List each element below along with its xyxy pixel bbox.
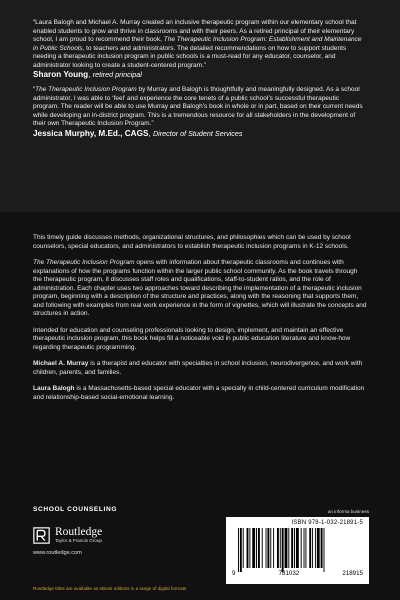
endorsement-attribution-2: Jessica Murphy, M.Ed., CAGS, Director of Student Services — [33, 128, 243, 138]
barcode-bar — [258, 528, 260, 568]
barcode-bar — [304, 528, 305, 568]
barcode-digits — [232, 570, 363, 577]
barcode-bar — [266, 528, 267, 568]
publisher-name: Routledge — [55, 526, 103, 538]
endorsement-attribution-1: Sharon Young, retired principal — [33, 70, 142, 79]
barcode-bar — [277, 528, 279, 568]
barcode-bar — [294, 528, 295, 568]
barcode-digit-lead: 9 — [232, 570, 236, 577]
endorsements-panel — [0, 0, 400, 212]
publisher-block — [33, 527, 183, 556]
barcode-bar — [321, 528, 323, 568]
barcode-bar — [282, 528, 284, 572]
isbn-barcode — [226, 517, 369, 584]
publisher-group: Taylor & Francis Group — [55, 538, 102, 543]
routledge-logo-icon — [33, 527, 50, 544]
barcode-bar — [296, 528, 299, 568]
barcode-bar — [305, 528, 306, 568]
barcode-bar — [243, 528, 244, 568]
barcode-bar — [324, 528, 325, 572]
subject-category: SCHOOL COUNSELING — [33, 506, 118, 513]
barcode-bar — [291, 528, 293, 568]
ebook-footer-note: Routledge titles are available as eBook editions in a range of digital formats — [33, 586, 187, 591]
barcode-digits-left: 781032 — [278, 570, 300, 577]
barcode-bar — [312, 528, 313, 568]
barcode-bar — [317, 528, 320, 568]
barcode-bar — [280, 528, 281, 568]
author-bio-2: Laura Balogh is a Massachusetts-based special educator with a specialty in child-centered curriculum modification and relationship-based social-emotional learning. — [33, 385, 365, 401]
publisher-url[interactable]: www.routledge.com — [33, 550, 82, 556]
barcode-digits-right: 218915 — [342, 570, 363, 577]
barcode-area — [226, 509, 369, 584]
endorsement-quote-2: “The Therapeutic Inclusion Program by Murray and Balogh is thoughtfully and meaningfully designed. As a school administrator, I was able to ‘feel’ and experience the core tenets of a public school’s successful therapeutic program. The reader will be able to use Murray and Balogh’s book in whole or in part, based on their current needs while developing an in-district program. This is a tremendous resource for all stakeholders in the development of their own Therapeutic Inclusion Program.” — [33, 86, 363, 127]
isbn-label: ISBN 978-1-032-21891-5 — [291, 520, 363, 526]
barcode-bar — [270, 528, 271, 568]
barcode-bar — [238, 528, 239, 572]
barcode-bar — [309, 528, 311, 568]
author-bio-1: Michael A. Murray is a therapist and educator with specialties in school inclusion, neurodivergence, and work with children, parents, and families. — [33, 360, 363, 376]
barcode-bar — [273, 528, 274, 568]
barcode-bar — [262, 528, 263, 568]
endorsement-quote-1: “Laura Balogh and Michael A. Murray created an inclusive therapeutic program within our elementary school that enabled students to grow and thrive in classrooms and with their peers. As a retired principal of their elementary school, I am proud to recommend their book, The Therapeutic Inclusion Program: Establishment and Maintenance in Public Schools, to teachers and administrators. The detailed recommendations on how to support students needing a therapeutic inclusion program in public schools is a must-read for any educator, counselor, and administrator looking to create a student-centered program.” — [33, 19, 362, 69]
barcode-bar — [247, 528, 249, 568]
barcode-bar — [240, 528, 242, 572]
informa-tagline: an informa business — [327, 509, 369, 514]
description-paragraph-2: The Therapeutic Inclusion Program opens with information about therapeutic classrooms and continues with explanations of how the programs function within the larger public school community. As the book travels through the therapeutic program, it discusses staff roles and qualifications, staff-to-student ratios, and the role of administration. Each chapter uses two approaches toward describing the implementation of a therapeutic inclusion program, beginning with a description of the structure and practices, along with the reasoning that supports them, and following with examples from real work experience in the form of vignettes, which will illustrate the concepts and structures in action. — [33, 259, 367, 317]
book-description — [33, 234, 367, 410]
publisher-logo — [33, 527, 183, 544]
description-paragraph-1: This timely guide discusses methods, organizational structures, and philosophies which can be used by school counselors, special educators, and administrators to establish therapeutic inclusion programs in K-12 schools. — [33, 234, 351, 250]
barcode-bar — [301, 528, 302, 568]
barcode-bar — [288, 528, 289, 568]
barcode-bar — [315, 528, 316, 568]
barcode-icon — [232, 528, 363, 572]
barcode-bar — [285, 528, 288, 568]
endorsements — [33, 19, 363, 145]
description-paragraph-3: Intended for education and counseling professionals looking to design, implement, and maintain an effective therapeutic inclusion program, this book helps fill a noticeable void in public education literature and know-how regarding therapeutic programming. — [33, 326, 351, 351]
barcode-bar — [267, 528, 269, 568]
barcode-bar — [252, 528, 255, 568]
barcode-bar — [249, 528, 250, 568]
barcode-bar — [256, 528, 257, 568]
